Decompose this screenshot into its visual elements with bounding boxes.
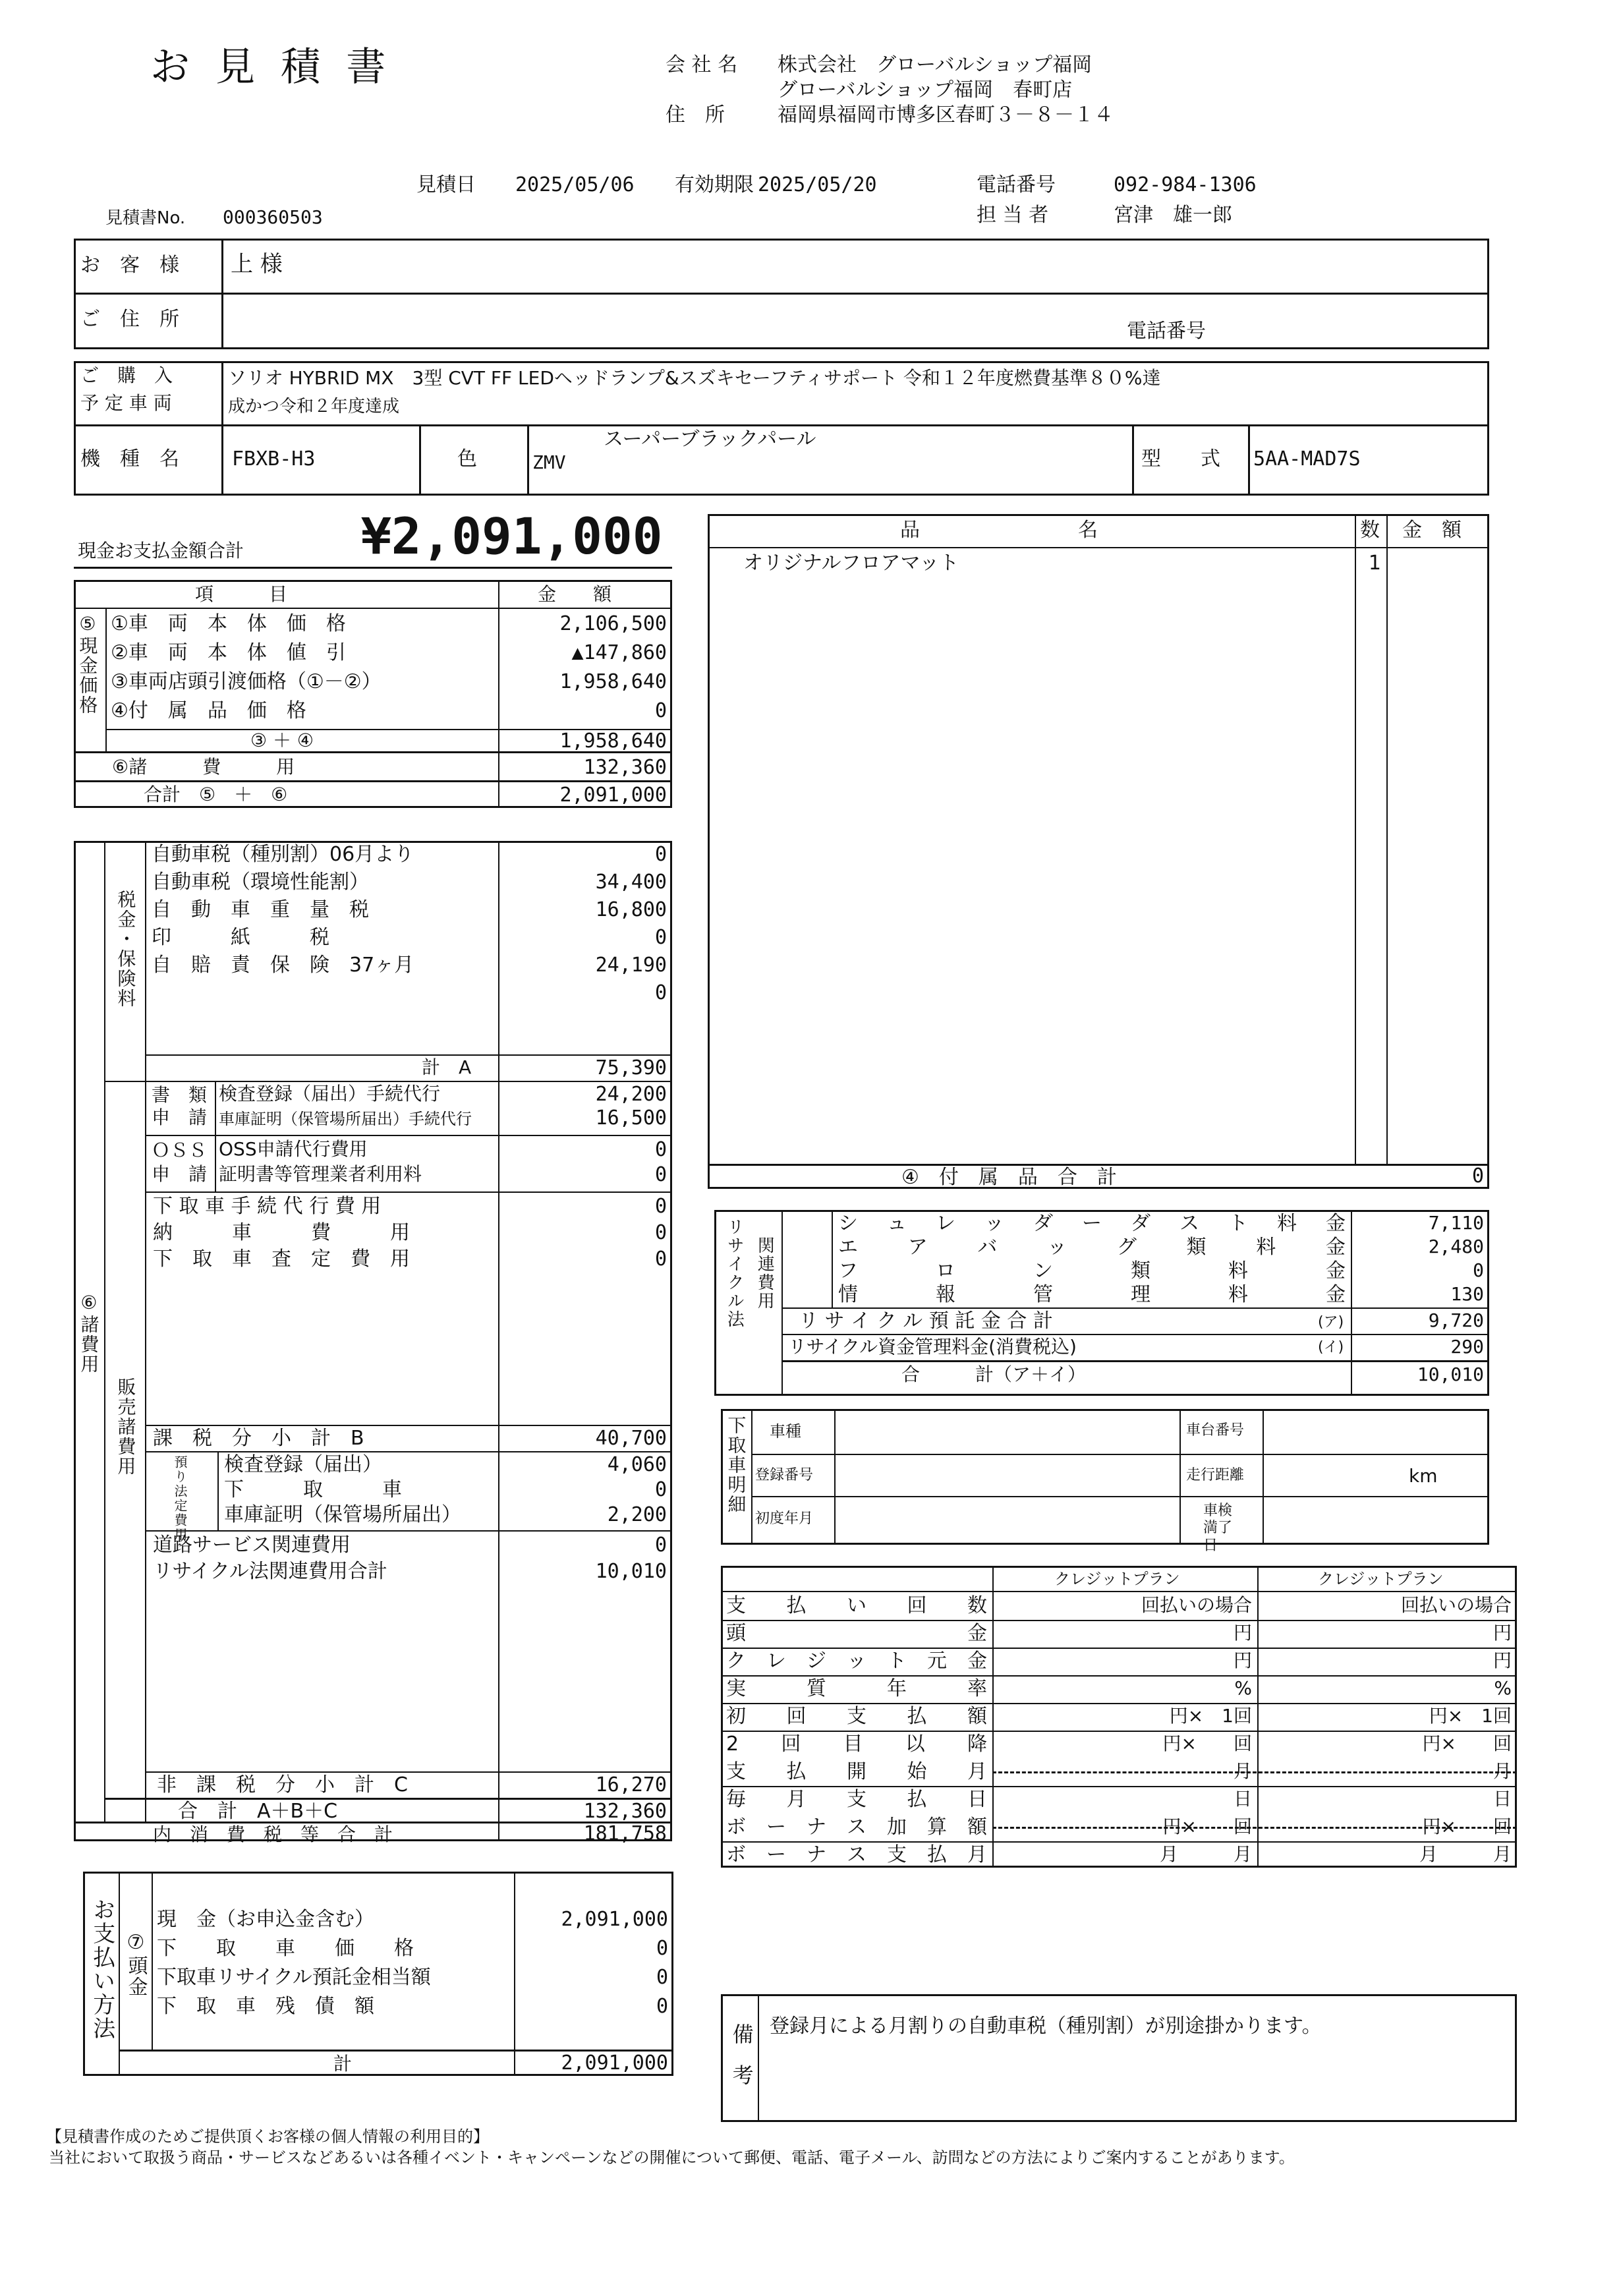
credit-row-label: ク レ ジ ッ ト 元 金	[726, 1650, 987, 1673]
estimate-date-label: 見積日	[416, 173, 476, 196]
doc-row-label: 検査登録（届出）手続代行	[219, 1083, 441, 1105]
tax-row-value: 0	[654, 981, 667, 1004]
tradein-chassis-label: 車台番号	[1186, 1422, 1245, 1439]
recycle-row-value: 2,480	[1428, 1236, 1484, 1257]
sales-fees-side-label: 販売諸費用	[115, 1377, 137, 1476]
doc-group-label-1: 書 類	[152, 1084, 208, 1106]
staff-name: 宮津 雄一郎	[1114, 204, 1232, 227]
credit-plan-1-value: %	[1234, 1677, 1252, 1699]
recycle-mgmt-label: リサイクル資金管理料金(消費税込)	[788, 1336, 1077, 1358]
misc-fee-value: 0	[654, 1195, 667, 1218]
credit-plan-1-value: 円	[1233, 1622, 1252, 1644]
doc-row-label: 車庫証明（保管場所届出）手続代行	[219, 1110, 472, 1128]
misc-fee-value: 0	[654, 1221, 667, 1244]
misc-fee-label: 下 取 車 査 定 費 用	[153, 1248, 410, 1271]
tax-row-value: 24,190	[595, 954, 667, 977]
tax-row-value: 16,800	[595, 898, 667, 921]
payment-side-label: お支払い方法	[88, 1898, 115, 2040]
price-row-value: 0	[654, 699, 667, 722]
credit-plan-1-value: 円× 回	[1162, 1733, 1252, 1754]
payment-sum-label: 計	[333, 2053, 353, 2075]
recycle-row-label: 情 報 管 理 料 金	[838, 1283, 1346, 1306]
credit-row-label: 頭 金	[726, 1622, 987, 1645]
credit-plan-1-value: 円× 回	[1162, 1816, 1252, 1837]
parts-col-amount: 金 額	[1402, 519, 1462, 542]
valid-until: 2025/05/20	[758, 173, 877, 196]
doc-row-value: 16,500	[595, 1106, 667, 1130]
oss-group-label-1: ＯＳＳ	[152, 1139, 208, 1161]
phone-label: 電話番号	[977, 173, 1056, 196]
price-row-label: ②車 両 本 体 値 引	[111, 641, 346, 664]
sum-a-value: 75,390	[595, 1056, 667, 1079]
down-payment-side-label: ⑦頭金	[124, 1931, 148, 1997]
recycle-mgmt-value: 290	[1450, 1336, 1484, 1358]
tradein-side-label: 下取車明細	[725, 1416, 747, 1514]
type-label: 型 式	[1141, 447, 1220, 471]
road-fee-label: リサイクル法関連費用合計	[153, 1560, 387, 1583]
payment-row-value: 0	[656, 1995, 668, 2018]
credit-row-label: 初 回 支 払 額	[726, 1705, 987, 1728]
sum-c-label: 非 課 税 分 小 計 C	[157, 1773, 408, 1796]
recycle-row-value: 7,110	[1428, 1212, 1484, 1234]
tax-insurance-side-label: 税金・保険料	[115, 890, 137, 1008]
credit-plan-1-value: 円× 1回	[1169, 1705, 1252, 1727]
credit-plan-1-value: 月 月	[1159, 1843, 1252, 1865]
payment-row-label: 現 金（お申込金含む）	[157, 1908, 374, 1931]
grand-total-value: 2,091,000	[559, 784, 667, 807]
tradein-inspection-label: 車検満了日	[1203, 1503, 1233, 1554]
price-col-amount: 金 額	[538, 583, 612, 605]
color-code: ZMV	[532, 451, 566, 473]
parts-item-name: オリジナルフロアマット	[743, 552, 959, 575]
oss-row-label: OSS申請代行費用	[219, 1138, 368, 1160]
credit-plan-1-value: 日	[1233, 1788, 1252, 1810]
type-value: 5AA-MAD7S	[1253, 447, 1361, 471]
tradein-reg-label: 登録番号	[755, 1467, 814, 1483]
tradein-first-reg-label: 初度年月	[755, 1510, 814, 1527]
recycle-total-label: 合 計（ア＋イ）	[901, 1363, 1087, 1385]
recycle-row-label: エ ア バ ッ グ 類 料 金	[838, 1236, 1346, 1259]
deposit-row-value: 0	[654, 1478, 667, 1501]
vehicle-description-1: ソリオ HYBRID MX 3型 CVT FF LEDヘッドランプ&スズキセーフティサポート 令和１２年度燃費基準８０%達	[228, 367, 1161, 389]
tax-row-label: 自 賠 責 保 険 37ヶ月	[152, 954, 414, 977]
parts-sum-value: 0	[1471, 1164, 1484, 1188]
credit-row-label: 毎 月 支 払 日	[726, 1788, 987, 1811]
remarks-box	[721, 1994, 1517, 2122]
price-row-label: ③車両店頭引渡価格（①－②）	[111, 670, 382, 693]
tax-row-value: 34,400	[595, 871, 667, 894]
model-label: 機 種 名	[80, 447, 179, 471]
customer-name-label: お 客 様	[80, 254, 179, 277]
credit-plan-2-value: 日	[1492, 1788, 1512, 1810]
road-fee-value: 0	[654, 1534, 667, 1557]
color-label: 色	[457, 447, 477, 471]
sum-abc-value: 132,360	[583, 1800, 667, 1823]
credit-row-label: 支 払 い 回 数	[726, 1594, 987, 1617]
price-row-label: ④付 属 品 価 格	[111, 699, 306, 722]
sum-3-4-label: ③ ＋ ④	[250, 730, 314, 751]
recycle-deposit-label: リ サ イ ク ル 預 託 金 合 計	[799, 1309, 1053, 1333]
customer-phone-label: 電話番号	[1127, 320, 1206, 343]
recycle-deposit-value: 9,720	[1428, 1309, 1484, 1331]
phone-number: 092-984-1306	[1114, 173, 1257, 196]
credit-plan-2-value: 円	[1492, 1650, 1512, 1671]
credit-plan-2-value: 月 月	[1419, 1843, 1512, 1865]
recycle-deposit-mark: (ア)	[1318, 1314, 1344, 1331]
oss-row-value: 0	[654, 1163, 667, 1186]
credit-row-label: ボ ー ナ ス 加 算 額	[726, 1816, 987, 1839]
tax-row-label: 自動車税（環境性能割）	[152, 871, 369, 894]
company-name: 株式会社 グローバルショップ福岡	[778, 53, 1093, 76]
misc-fee-label: 下 取 車 手 続 代 行 費 用	[153, 1195, 382, 1218]
sum-3-4-value: 1,958,640	[559, 730, 667, 753]
credit-row-label: 2 回 目 以 降	[726, 1733, 987, 1756]
company-branch: グローバルショップ福岡 春町店	[778, 78, 1073, 101]
misc-fee-label: 納 車 費 用	[153, 1221, 410, 1244]
price-row-label: ①車 両 本 体 価 格	[111, 612, 346, 635]
tax-row-value: 0	[654, 926, 667, 949]
deposit-row-label: 車庫証明（保管場所届出）	[224, 1503, 461, 1526]
tradein-mileage-label: 走行距離	[1186, 1467, 1245, 1483]
credit-plan-1-value: 月	[1233, 1760, 1252, 1782]
recycle-row-label: シ ュ レ ッ ダ ー ダ ス ト 料 金	[838, 1212, 1346, 1235]
oss-row-label: 証明書等管理業者利用料	[219, 1163, 422, 1185]
parts-item-qty: 1	[1368, 552, 1381, 575]
purchase-vehicle-label-1: ご 購 入	[80, 364, 173, 386]
total-amount-label: 現金お支払金額合計	[78, 540, 244, 561]
privacy-text: 当社において取扱う商品・サービスなどあるいは各種イベント・キャンペーンなどの開催について郵便、電話、電子メール、訪問などの方法によりご案内することがあります。	[49, 2148, 1295, 2167]
recycle-row-value: 130	[1450, 1283, 1484, 1305]
credit-plan-2-value: 回払いの場合	[1400, 1594, 1512, 1616]
parts-table	[708, 514, 1489, 1189]
model-value: FBXB-H3	[232, 447, 316, 471]
consumption-tax-value: 181,758	[583, 1822, 667, 1845]
sum-b-label: 課 税 分 小 計 B	[153, 1427, 364, 1450]
deposit-side-label: 預り法定費用	[172, 1455, 188, 1542]
staff-label: 担 当 者	[977, 204, 1049, 227]
recycle-row-value: 0	[1473, 1259, 1484, 1281]
tradein-mileage-unit: km	[1409, 1465, 1438, 1487]
tradein-car-label: 車種	[770, 1422, 801, 1441]
parts-sum-label: ④ 付 属 品 合 計	[901, 1166, 1117, 1189]
company-address: 福岡県福岡市博多区春町３－８－１４	[778, 103, 1114, 127]
payment-row-label: 下取車リサイクル預託金相当額	[157, 1966, 431, 1989]
sum-abc-label: 合 計 A＋B＋C	[178, 1800, 338, 1823]
payment-sum-value: 2,091,000	[561, 2052, 668, 2075]
recycle-total-value: 10,010	[1417, 1363, 1484, 1385]
credit-plan-2-value: 円× 1回	[1429, 1705, 1512, 1727]
payment-row-label: 下 取 車 残 債 額	[157, 1995, 374, 2018]
oss-group-label-2: 申 請	[152, 1163, 208, 1185]
road-fee-value: 10,010	[595, 1560, 667, 1583]
deposit-row-value: 2,200	[607, 1503, 667, 1526]
customer-name: 上 様	[231, 251, 283, 277]
fees-value: 132,360	[583, 756, 667, 779]
credit-plan-2-value: 円	[1492, 1622, 1512, 1644]
deposit-row-label: 検査登録（届出）	[224, 1453, 382, 1476]
tax-row-value: 0	[654, 843, 667, 866]
price-col-item: 項 目	[195, 583, 288, 605]
price-row-value: ▲147,860	[571, 641, 667, 664]
credit-plan-1-header: クレジットプラン	[1054, 1570, 1180, 1588]
purchase-vehicle-label-2: 予 定 車 両	[80, 392, 172, 414]
sum-b-value: 40,700	[595, 1427, 667, 1450]
remarks-text: 登録月による月割りの自動車税（種別割）が別途掛かります。	[770, 2015, 1322, 2038]
credit-plan-2-value: %	[1494, 1677, 1512, 1699]
payment-row-value: 2,091,000	[561, 1908, 668, 1931]
privacy-heading: 【見積書作成のためご提供頂くお客様の個人情報の利用目的】	[46, 2127, 489, 2146]
document-title: お 見 積 書	[150, 44, 393, 90]
credit-plan-2-header: クレジットプラン	[1318, 1570, 1444, 1588]
remarks-label: 備考	[729, 2023, 754, 2105]
company-name-label: 会 社 名	[666, 53, 738, 76]
total-amount: ¥2,091,000	[361, 507, 663, 565]
credit-row-label: ボ ー ナ ス 支 払 月	[726, 1843, 987, 1866]
estimate-no-label: 見積書No.	[105, 208, 186, 228]
deposit-row-value: 4,060	[607, 1453, 667, 1476]
sum-c-value: 16,270	[595, 1773, 667, 1796]
tax-row-label: 印 紙 税	[152, 926, 329, 949]
payment-row-value: 0	[656, 1937, 668, 1960]
tradein-table	[721, 1409, 1489, 1545]
color-name: スーパーブラックパール	[604, 428, 816, 451]
deposit-row-label: 下 取 車	[224, 1478, 402, 1501]
consumption-tax-label: 内 消 費 税 等 合 計	[153, 1823, 393, 1845]
doc-row-value: 24,200	[595, 1083, 667, 1106]
misc-fee-value: 0	[654, 1248, 667, 1271]
payment-row-label: 下 取 車 価 格	[157, 1937, 414, 1960]
vehicle-description-2: 成かつ令和２年度達成	[228, 397, 400, 416]
credit-plan-1-value: 回払いの場合	[1141, 1594, 1252, 1616]
recycle-side-label-1: リサイクル法	[724, 1218, 745, 1329]
parts-col-name: 品 名	[900, 519, 1098, 542]
company-address-label: 住 所	[666, 103, 725, 127]
credit-plan-2-value: 円× 回	[1422, 1816, 1512, 1837]
doc-group-label-2: 申 請	[152, 1106, 208, 1128]
credit-row-label: 実 質 年 率	[726, 1677, 987, 1700]
price-row-value: 1,958,640	[559, 670, 667, 693]
cash-price-side-label: ⑤現金価格	[76, 613, 99, 715]
recycle-side-label-2: 関連費用	[754, 1236, 775, 1310]
tax-row-label: 自動車税（種別割）06月より	[152, 843, 414, 866]
road-fee-label: 道路サービス関連費用	[153, 1534, 351, 1557]
credit-row-label: 支 払 開 始 月	[726, 1760, 987, 1783]
price-row-value: 2,106,500	[559, 612, 667, 635]
recycle-mgmt-mark: (イ)	[1318, 1339, 1344, 1356]
grand-total-label: 合計 ⑤ ＋ ⑥	[144, 784, 288, 805]
estimate-date: 2025/05/06	[515, 173, 635, 196]
credit-plan-2-value: 月	[1492, 1760, 1512, 1782]
sum-a-label: 計 A	[422, 1056, 472, 1078]
customer-address-label: ご 住 所	[80, 308, 179, 331]
credit-plan-2-value: 円× 回	[1422, 1733, 1512, 1754]
oss-row-value: 0	[654, 1138, 667, 1161]
payment-row-value: 0	[656, 1966, 668, 1989]
tax-row-label: 自 動 車 重 量 税	[152, 898, 369, 921]
estimate-no: 000360503	[223, 206, 323, 228]
recycle-row-label: フ ロ ン 類 料 金	[838, 1259, 1346, 1282]
fees-outer-side-label: ⑥諸費用	[78, 1292, 100, 1374]
credit-plan-1-value: 円	[1233, 1650, 1252, 1671]
parts-col-qty: 数	[1360, 519, 1380, 542]
valid-until-label: 有効期限	[675, 173, 754, 196]
fees-label: ⑥諸 費 用	[112, 756, 295, 778]
